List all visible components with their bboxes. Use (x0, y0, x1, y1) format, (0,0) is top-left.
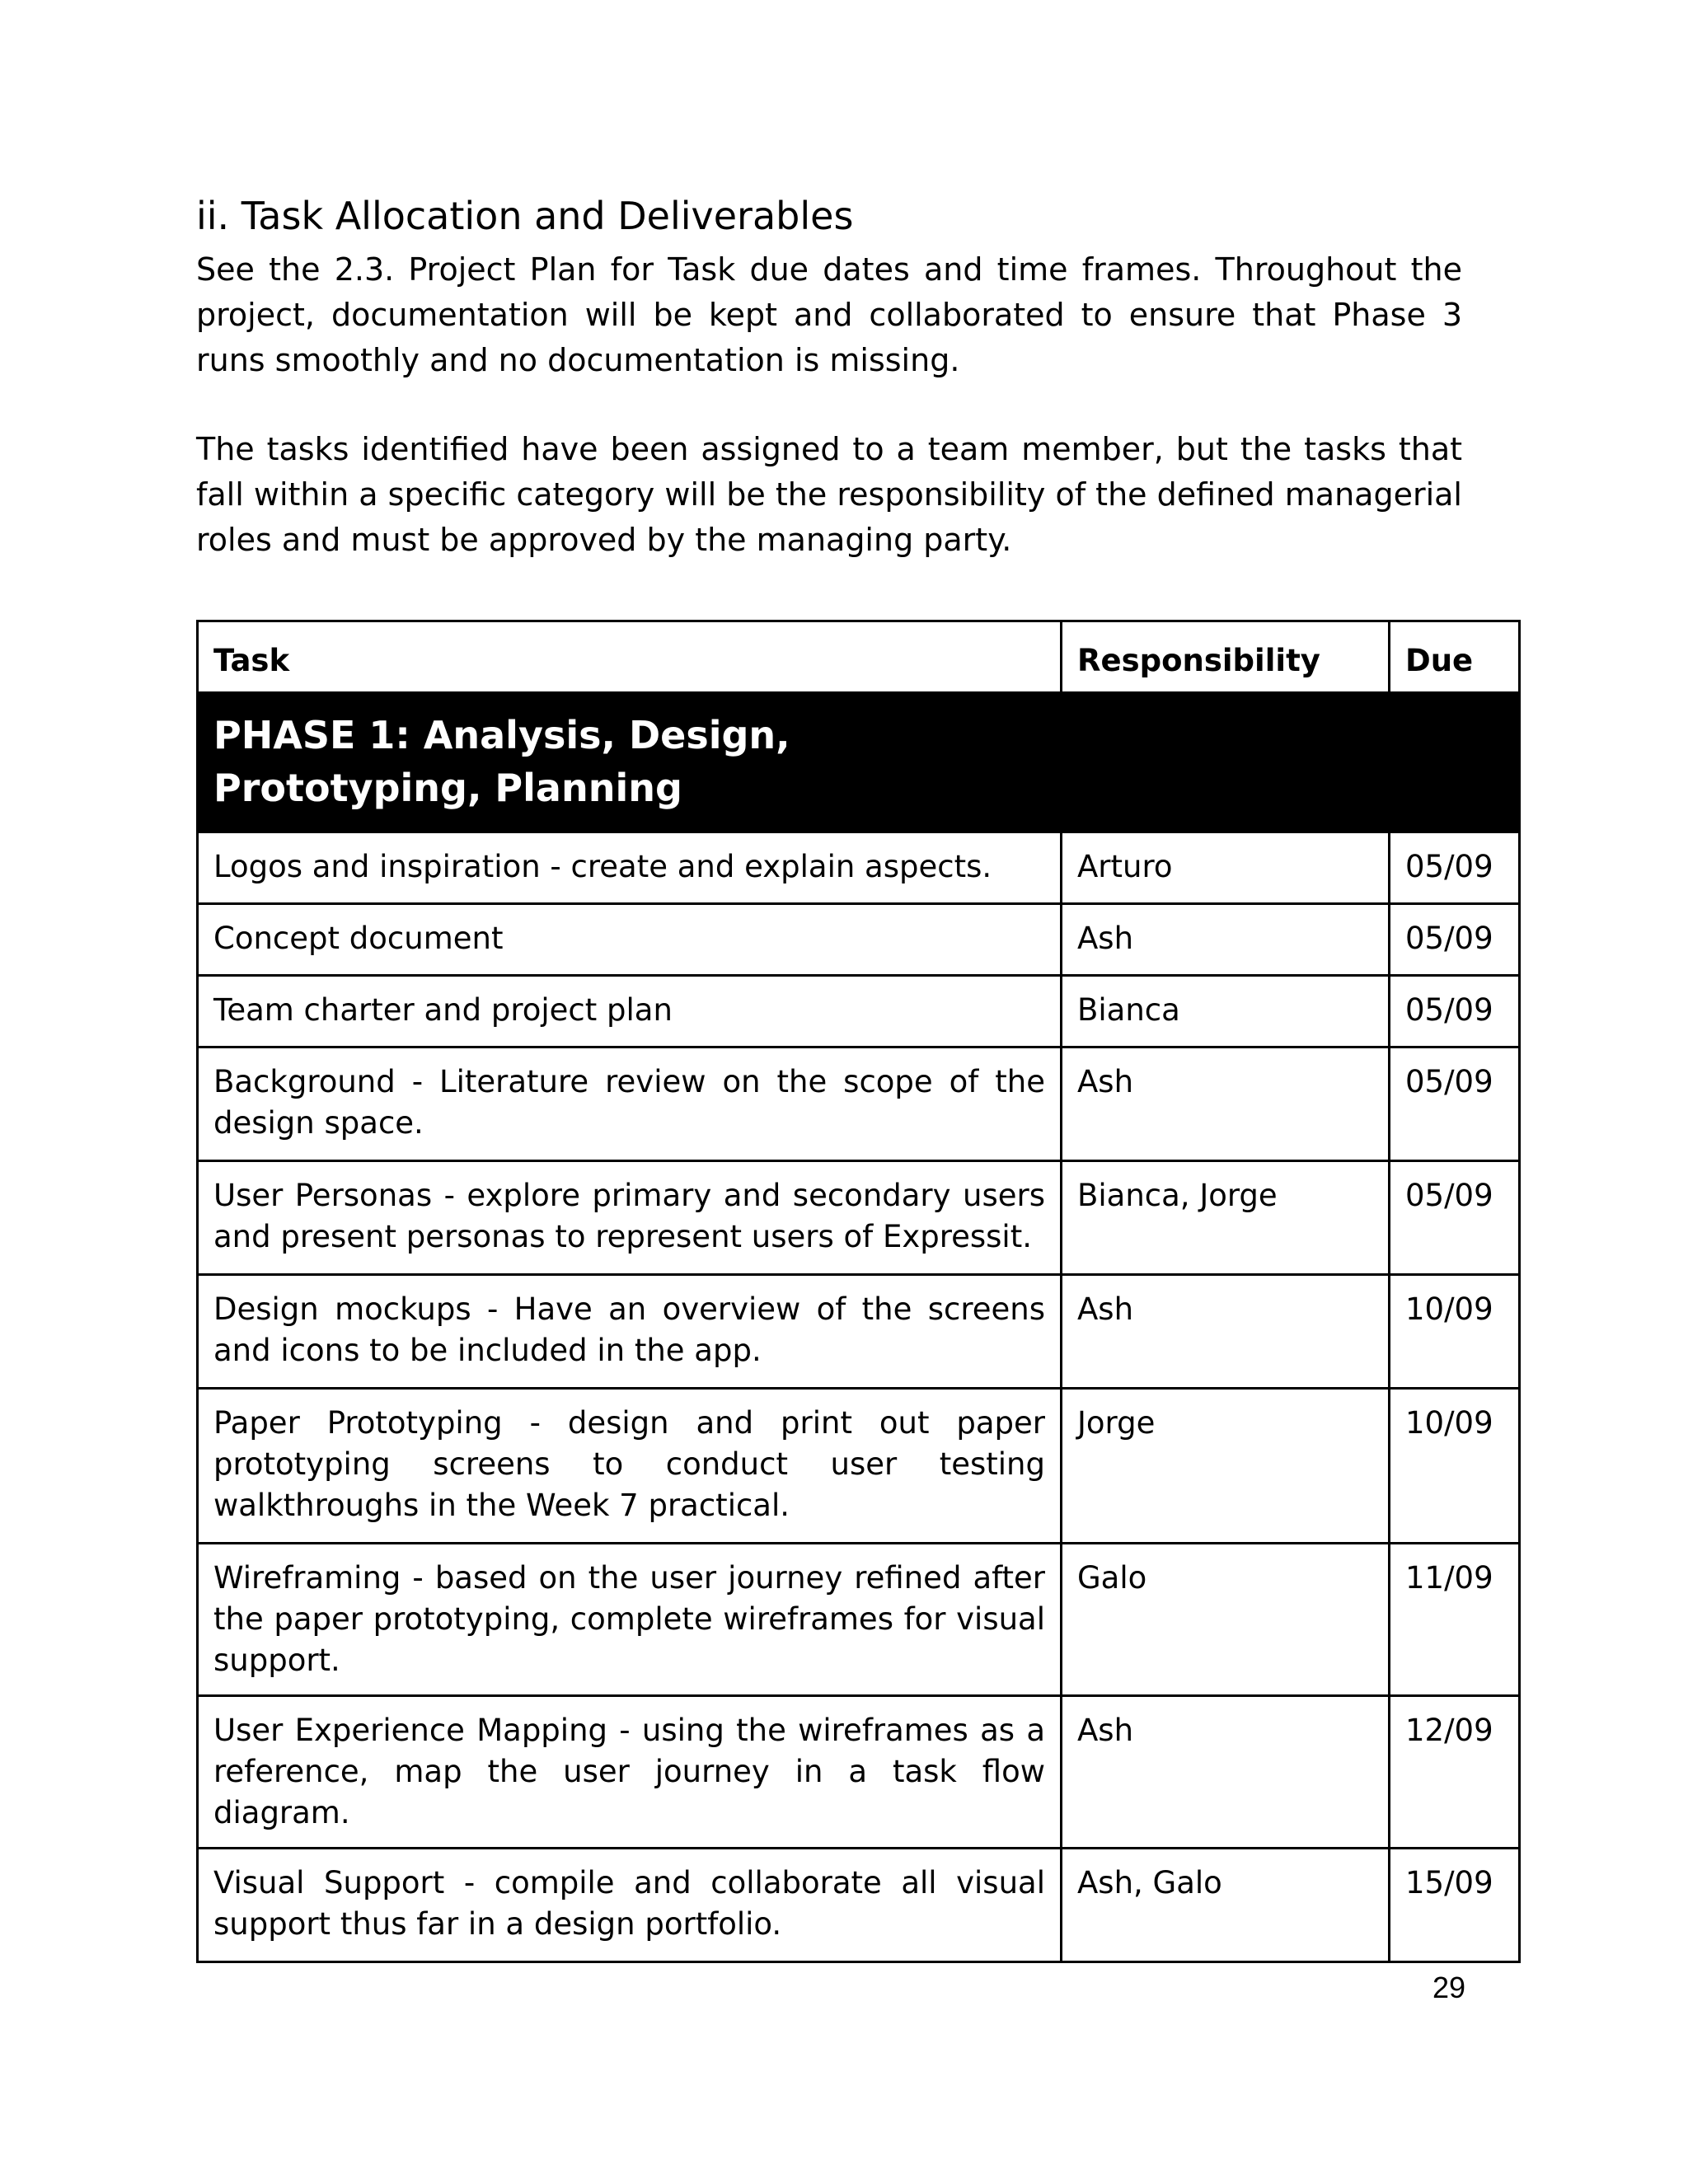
task-cell: User Experience Mapping - using the wireframes as a reference, map the user journey in a task flow diagram. (198, 1696, 1062, 1849)
task-cell: Team charter and project plan (198, 976, 1062, 1047)
responsibility-cell: Bianca, Jorge (1062, 1161, 1390, 1275)
header-responsibility: Responsibility (1062, 621, 1390, 693)
due-cell: 05/09 (1390, 1161, 1520, 1275)
task-cell: Visual Support - compile and collaborate all visual support thus far in a design portfolio. (198, 1849, 1062, 1962)
responsibility-cell: Arturo (1062, 832, 1390, 904)
due-cell: 12/09 (1390, 1696, 1520, 1849)
responsibility-cell: Ash (1062, 1696, 1390, 1849)
table-row (198, 1389, 1520, 1544)
table-row (198, 1696, 1520, 1849)
table-row (198, 832, 1520, 904)
responsibility-cell: Ash, Galo (1062, 1849, 1390, 1962)
task-cell: Paper Prototyping - design and print out paper prototyping screens to conduct user testing walkthroughs in the Week 7 practical. (198, 1389, 1062, 1544)
table-row (198, 1849, 1520, 1962)
header-due: Due (1390, 621, 1520, 693)
task-allocation-table (196, 620, 1521, 1963)
table-row (198, 976, 1520, 1047)
task-cell: Logos and inspiration - create and explain aspects. (198, 832, 1062, 904)
phase-blank-cell (1062, 693, 1390, 832)
due-cell: 05/09 (1390, 904, 1520, 976)
due-cell: 05/09 (1390, 976, 1520, 1047)
table-row (198, 1275, 1520, 1389)
responsibility-cell: Ash (1062, 1047, 1390, 1161)
responsibility-cell: Ash (1062, 904, 1390, 976)
responsibility-cell: Galo (1062, 1544, 1390, 1696)
task-cell: Background - Literature review on the scope of the design space. (198, 1047, 1062, 1161)
assignment-paragraph: The tasks identified have been assigned to a team member, but the tasks that fall within a specific category will be the responsibility of the defined managerial roles and must be approved by the managing party. (196, 431, 1462, 558)
phase-label: PHASE 1: Analysis, Design, Prototyping, Planning (198, 693, 1062, 832)
phase-blank-cell (1390, 693, 1520, 832)
intro-paragraph: See the 2.3. Project Plan for Task due dates and time frames. Throughout the project, documentation will be kept and collaborated to ensure that Phase 3 runs smoothly and no documentation is missing. (196, 251, 1462, 378)
page-number: 29 (1432, 1971, 1466, 2004)
header-task: Task (198, 621, 1062, 693)
due-cell: 05/09 (1390, 832, 1520, 904)
task-cell: User Personas - explore primary and secondary users and present personas to represent users of Expressit. (198, 1161, 1062, 1275)
task-cell: Wireframing - based on the user journey refined after the paper prototyping, complete wireframes for visual support. (198, 1544, 1062, 1696)
due-cell: 10/09 (1390, 1275, 1520, 1389)
table-row (198, 1161, 1520, 1275)
table-row (198, 1544, 1520, 1696)
responsibility-cell: Ash (1062, 1275, 1390, 1389)
due-cell: 11/09 (1390, 1544, 1520, 1696)
table-header-row (198, 621, 1520, 693)
due-cell: 05/09 (1390, 1047, 1520, 1161)
phase-row (198, 693, 1520, 832)
table-row (198, 904, 1520, 976)
responsibility-cell: Bianca (1062, 976, 1390, 1047)
due-cell: 15/09 (1390, 1849, 1520, 1962)
due-cell: 10/09 (1390, 1389, 1520, 1544)
table-row (198, 1047, 1520, 1161)
section-heading: ii. Task Allocation and Deliverables (196, 194, 854, 238)
task-cell: Concept document (198, 904, 1062, 976)
task-cell: Design mockups - Have an overview of the screens and icons to be included in the app. (198, 1275, 1062, 1389)
responsibility-cell: Jorge (1062, 1389, 1390, 1544)
